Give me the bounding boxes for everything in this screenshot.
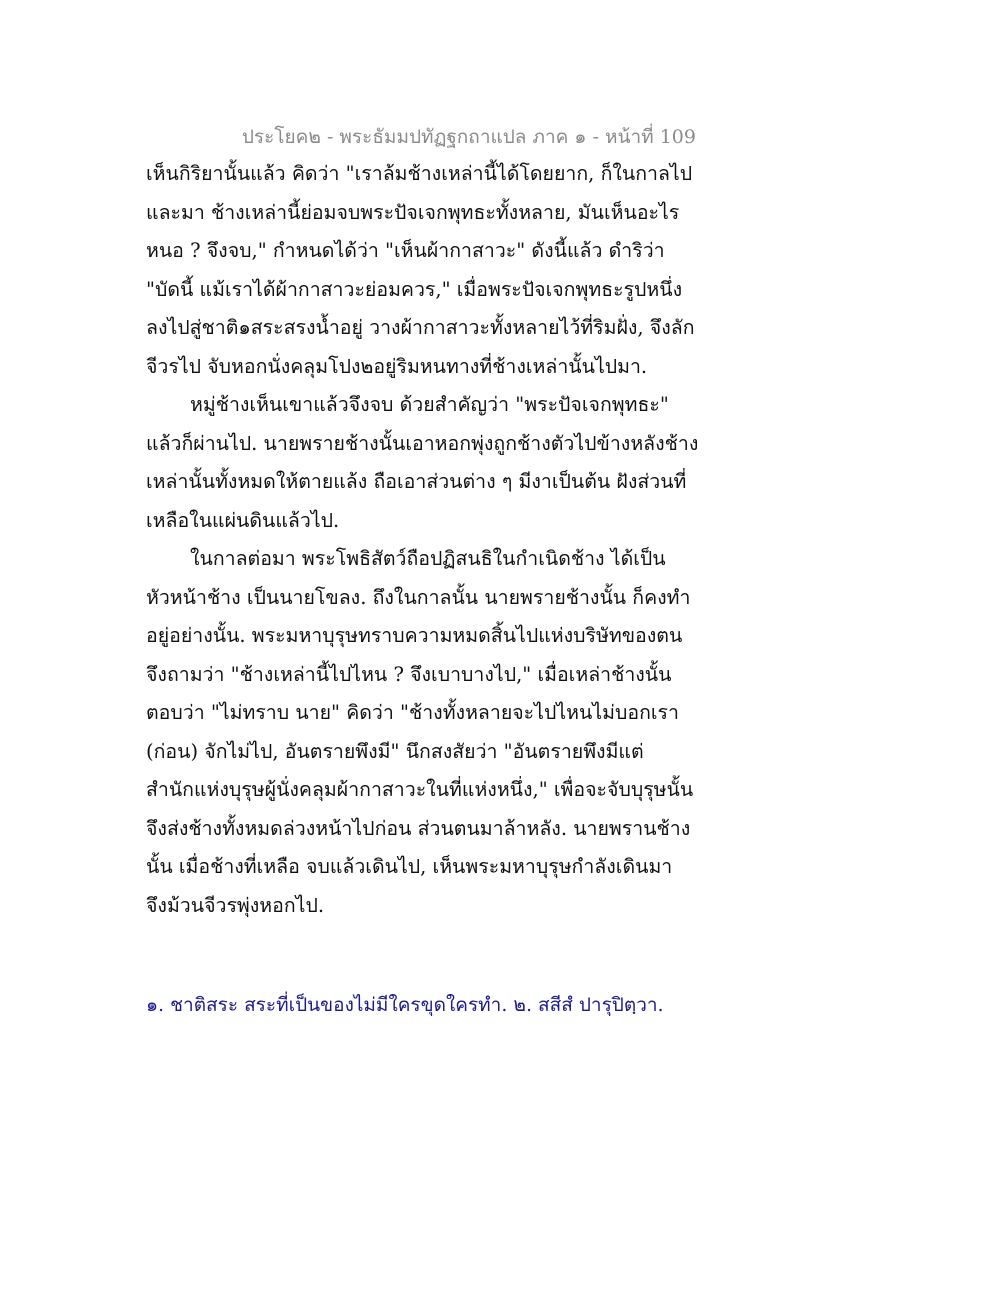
text-line: เหล่านั้นทั้งหมดให้ตายแล้ง ถือเอาส่วนต่าง ๆ มีงาเป็นต้น ฝังส่วนที่	[146, 470, 687, 493]
text-line: นั้น เมื่อช้างที่เหลือ จบแล้วเดินไป, เห็นพระมหาบุรุษกำลังเดินมา	[146, 855, 673, 878]
text-line: จึงถามว่า "ช้างเหล่านี้ไปไหน ? จึงเบาบางไป," เมื่อเหล่าช้างนั้น	[146, 662, 672, 686]
footnote: ๑. ชาติสระ สระที่เป็นของไม่มีใครขุดใครทำ. ๒. สสีสํ ปารุปิตฺวา.	[146, 994, 664, 1016]
paragraph-start-line: หมู่ช้างเห็นเขาแล้วจึงจบ ด้วยสำคัญว่า "พระปัจเจกพุทธะ"	[190, 393, 669, 416]
body-text	[146, 155, 716, 925]
page-header: ประโยค๒ - พระธัมมปทัฏฐกถาแปล ภาค ๑ - หน้าที่ 109	[241, 126, 696, 148]
text-line: หัวหน้าช้าง เป็นนายโขลง. ถึงในกาลนั้น นายพรายช้างนั้น ก็คงทำ	[146, 585, 691, 609]
text-line: อยู่อย่างนั้น. พระมหาบุรุษทราบความหมดสิ้นไปแห่งบริษัทของตน	[146, 624, 683, 647]
text-line: เห็นกิริยานั้นแล้ว คิดว่า "เราล้มช้างเหล่านี้ได้โดยยาก, ก็ในกาลไป	[146, 162, 693, 185]
text-line: (ก่อน) จักไม่ไป, อันตรายพึงมี" นึกสงสัยว่า "อันตรายพึงมีแต่	[146, 739, 644, 763]
text-line: แล้วก็ผ่านไป. นายพรายช้างนั้นเอาหอกพุ่งถูกช้างตัวไปข้างหลังช้าง	[146, 431, 699, 455]
text-line: จีวรไป จับหอกนั่งคลุมโปง๒อยู่ริมหนทางที่ช้างเหล่านั้นไปมา.	[146, 354, 648, 378]
text-line: หนอ ? จึงจบ," กำหนดได้ว่า "เห็นผ้ากาสาวะ" ดังนี้แล้ว ดำริว่า	[146, 239, 665, 262]
text-line: ตอบว่า "ไม่ทราบ นาย" คิดว่า "ช้างทั้งหลายจะไปไหนไม่บอกเรา	[146, 701, 679, 724]
text-line: จึงส่งช้างทั้งหมดล่วงหน้าไปก่อน ส่วนตนมาล้าหลัง. นายพรานช้าง	[146, 816, 691, 840]
paragraph-start-line: ในกาลต่อมา พระโพธิสัตว์ถือปฏิสนธิในกำเนิดช้าง ได้เป็น	[190, 547, 666, 570]
text-line: และมา ช้างเหล่านี้ย่อมจบพระปัจเจกพุทธะทั้งหลาย, มันเห็นอะไร	[146, 200, 680, 224]
text-line: "บัดนี้ แม้เราได้ผ้ากาสาวะย่อมควร," เมื่อพระปัจเจกพุทธะรูปหนึ่ง	[146, 277, 683, 301]
text-line: เหลือในแผ่นดินแล้วไป.	[146, 508, 340, 532]
text-line: จึงม้วนจีวรพุ่งหอกไป.	[146, 893, 325, 917]
text-line: สำนักแห่งบุรุษผู้นั่งคลุมผ้ากาสาวะในที่แห่งหนึ่ง," เพื่อจะจับบุรุษนั้น	[146, 778, 694, 801]
text-line: ลงไปสู่ชาติ๑สระสรงน้ำอยู่ วางผ้ากาสาวะทั้งหลายไว้ที่ริมฝั่ง, จึงลัก	[146, 316, 695, 339]
